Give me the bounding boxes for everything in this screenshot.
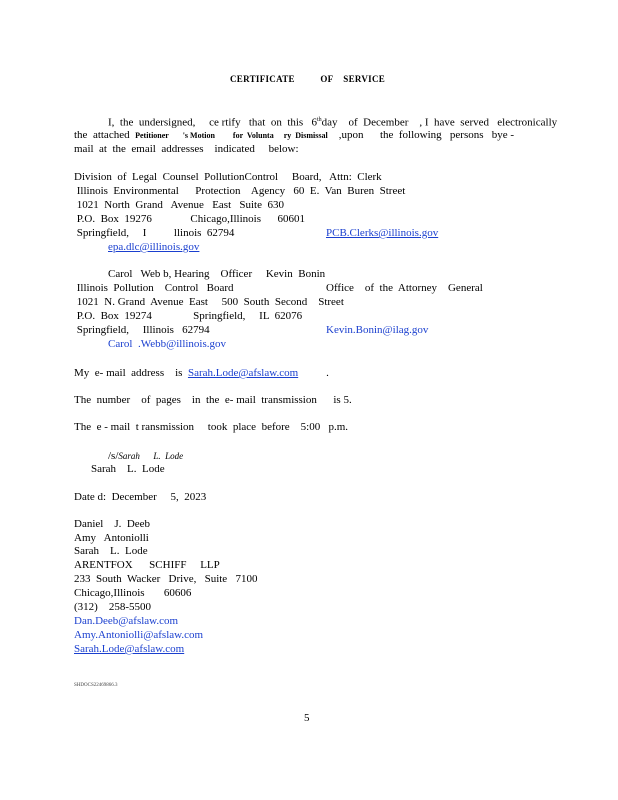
block1-line-4: P.O. Box 19276 Chicago,Illinois 60601 [74,213,306,225]
firm-address-city: Chicago,Illinois 60606 [74,587,192,599]
my-email-line: My e- mail address is Sarah.Lode@afslaw.com . [74,367,329,379]
block2-line-4: P.O. Box 19274 Springfield, IL 62076 [74,310,303,322]
attorney-name-3: Sarah L. Lode [74,545,148,557]
firm-address-street: 233 South Wacker Drive, Suite 7100 [74,573,258,585]
document-title: CERTIFICATE OF SERVICE [230,74,386,84]
intro-line-2 [74,130,514,141]
signer-name: Sarah L. Lode [91,463,165,475]
attorney-name-2: Amy Antoniolli [74,532,149,544]
my-email-label: My e- mail address is [74,367,183,379]
document-id: SHDOCS22469866.3 [74,683,118,688]
block2-line-1: Carol Web b, Hearing Officer Kevin Bonin [108,268,326,280]
block1-line-1: Division of Legal Counsel PollutionControl Board, Attn: Clerk [74,171,382,183]
intro-line-1-text: I, the undersigned, ce rtify that on this 6 [108,116,317,129]
pcb-clerks-email-link[interactable]: PCB.Clerks@illinois.gov [326,227,439,239]
my-email-link[interactable]: Sarah.Lode@afslaw.com [187,367,299,379]
dated-line: Date d: December 5, 2023 [74,491,207,503]
electronic-signature: Sarah L. Lode [118,451,184,461]
block1-line-2: Illinois Environmental Protection Agency 60 E. Van Buren Street [74,185,406,197]
intro-line-2-a: the attached [74,129,130,141]
intro-line-3: mail at the email addresses indicated below: [74,143,299,155]
sarah-lode-email-link[interactable]: Sarah.Lode@afslaw.com [74,643,185,655]
dan-deeb-email-link[interactable]: Dan.Deeb@afslaw.com [74,615,179,627]
law-firm-name: ARENTFOX SCHIFF LLP [74,559,220,571]
carol-webb-email-link[interactable]: Carol .Webb@illinois.gov [108,338,227,350]
amy-antoniolli-email-link[interactable]: Amy.Antoniolli@afslaw.com [74,629,204,641]
page-number: 5 [304,712,310,724]
block1-line-3: 1021 North Grand Avenue East Suite 630 [74,199,284,211]
firm-phone: (312) 258-5500 [74,601,151,613]
intro-line-1-end: day of December , I have served electronically [321,116,558,129]
signature-line [108,451,183,462]
time-sentence: The e - mail t ransmission took place before 5:00 p.m. [74,421,349,433]
attorney-name-1: Daniel J. Deeb [74,518,151,530]
attorney-general-office: Office of the Attorney General [326,282,483,294]
intro-line-2-b: ,upon the following persons bye - [338,129,515,141]
block2-line-5: Springfield, Illinois 62794 [74,324,210,336]
intro-superscript: th [316,117,322,123]
pages-sentence: The number of pages in the e- mail transmission is 5. [74,394,352,406]
motion-title: Petitioner 's Motion for Volunta ry Dismissal [135,131,328,140]
signature-slash: /s/ [108,450,119,462]
block1-line-5: Springfield, I llinois 62794 [74,227,235,239]
epa-dlc-email-link[interactable]: epa.dlc@illinois.gov [108,241,200,253]
block2-line-2: Illinois Pollution Control Board [74,282,234,294]
block2-line-3: 1021 N. Grand Avenue East 500 South Second Street [74,296,344,308]
intro-line-1 [108,117,557,129]
kevin-bonin-email-link[interactable]: Kevin.Bonin@ilag.gov [326,324,429,336]
